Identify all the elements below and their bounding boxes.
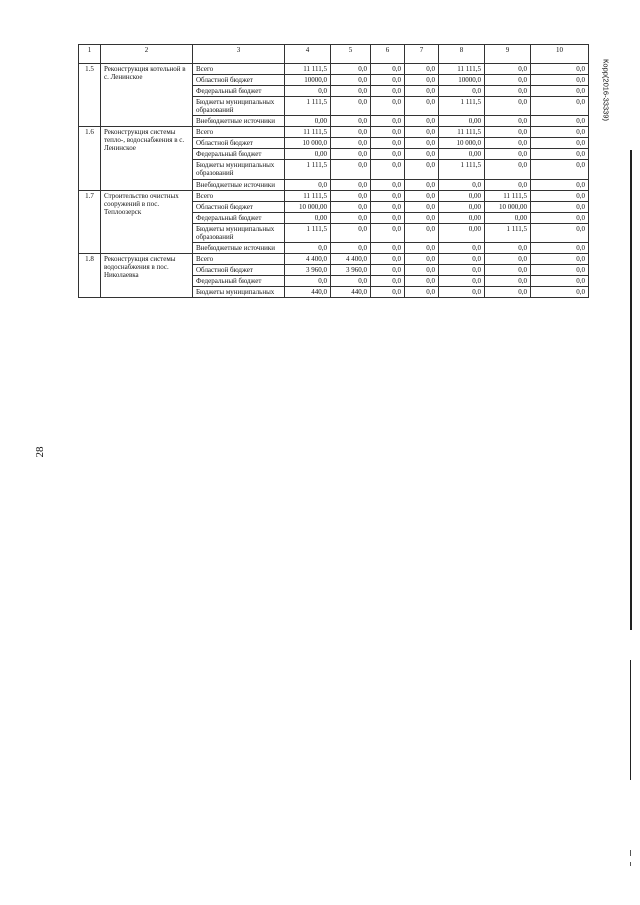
value-cell: 1 111,5: [485, 223, 531, 242]
value-cell: 0,0: [531, 286, 589, 297]
value-cell: 0,0: [405, 242, 439, 253]
value-cell: 0,0: [405, 86, 439, 97]
value-cell: 0,0: [485, 127, 531, 138]
value-cell: 0,0: [371, 275, 405, 286]
value-cell: 0,0: [485, 75, 531, 86]
value-cell: 0,0: [531, 116, 589, 127]
column-header: 5: [331, 45, 371, 64]
value-cell: 10 000,0: [439, 138, 485, 149]
column-header: 1: [79, 45, 101, 64]
funding-source: Областной бюджет: [193, 75, 285, 86]
value-cell: 0,0: [331, 242, 371, 253]
funding-source: Федеральный бюджет: [193, 212, 285, 223]
value-cell: 0,0: [531, 179, 589, 190]
value-cell: 0,0: [485, 275, 531, 286]
value-cell: 0,0: [531, 190, 589, 201]
value-cell: 0,0: [485, 253, 531, 264]
value-cell: 0,0: [439, 286, 485, 297]
value-cell: 1 111,5: [439, 97, 485, 116]
value-cell: 0,0: [439, 86, 485, 97]
value-cell: 0,0: [331, 212, 371, 223]
value-cell: 0,0: [405, 275, 439, 286]
value-cell: 0,00: [439, 223, 485, 242]
value-cell: 0,0: [405, 138, 439, 149]
value-cell: 0,0: [371, 264, 405, 275]
document-code: [592, 60, 620, 120]
value-cell: 1 111,5: [285, 160, 331, 179]
value-cell: 0,0: [405, 201, 439, 212]
value-cell: 0,0: [371, 149, 405, 160]
table-body: [79, 64, 589, 298]
column-header: 4: [285, 45, 331, 64]
document-code-text: Корр(2016-33339): [601, 59, 611, 121]
value-cell: 0,00: [439, 190, 485, 201]
value-cell: 0,0: [439, 264, 485, 275]
column-header: 10: [531, 45, 589, 64]
value-cell: 0,0: [485, 286, 531, 297]
value-cell: 0,0: [439, 253, 485, 264]
value-cell: 0,0: [405, 223, 439, 242]
value-cell: 3 960,0: [331, 264, 371, 275]
value-cell: 0,0: [331, 275, 371, 286]
value-cell: 0,0: [331, 64, 371, 75]
value-cell: 0,0: [531, 253, 589, 264]
value-cell: 0,0: [371, 138, 405, 149]
value-cell: 0,0: [405, 286, 439, 297]
value-cell: 0,0: [405, 160, 439, 179]
funding-source: Областной бюджет: [193, 201, 285, 212]
scan-edge-line: [630, 660, 631, 780]
funding-source: Внебюджетные источники: [193, 242, 285, 253]
value-cell: 0,0: [371, 86, 405, 97]
funding-source: Бюджеты муниципальных образований: [193, 97, 285, 116]
value-cell: 0,0: [405, 149, 439, 160]
value-cell: 0,00: [285, 212, 331, 223]
project-name: Реконструкция системы водоснабжения в пос. Николаевка: [101, 253, 193, 297]
funding-source: Бюджеты муниципальных образований: [193, 160, 285, 179]
value-cell: 0,0: [371, 223, 405, 242]
funding-source: Областной бюджет: [193, 138, 285, 149]
value-cell: 0,0: [531, 223, 589, 242]
value-cell: 0,0: [285, 242, 331, 253]
value-cell: 0,0: [405, 64, 439, 75]
value-cell: 0,0: [405, 179, 439, 190]
budget-table: [78, 44, 589, 298]
value-cell: 0,0: [331, 116, 371, 127]
value-cell: 0,0: [485, 97, 531, 116]
value-cell: 0,0: [331, 190, 371, 201]
column-header: 8: [439, 45, 485, 64]
value-cell: 0,0: [485, 179, 531, 190]
value-cell: 11 111,5: [485, 190, 531, 201]
value-cell: 3 960,0: [285, 264, 331, 275]
value-cell: 0,00: [439, 116, 485, 127]
funding-source: Областной бюджет: [193, 264, 285, 275]
value-cell: 0,0: [371, 201, 405, 212]
column-header: 7: [405, 45, 439, 64]
value-cell: 0,0: [405, 190, 439, 201]
value-cell: 0,0: [531, 201, 589, 212]
value-cell: 0,0: [531, 275, 589, 286]
funding-source: Бюджеты муниципальных образований: [193, 223, 285, 242]
scan-speck: [630, 862, 631, 866]
value-cell: 1 111,5: [285, 97, 331, 116]
value-cell: 0,0: [405, 75, 439, 86]
value-cell: 0,0: [331, 201, 371, 212]
value-cell: 0,0: [331, 127, 371, 138]
value-cell: 0,0: [331, 179, 371, 190]
value-cell: 0,0: [485, 149, 531, 160]
value-cell: 0,0: [485, 86, 531, 97]
value-cell: 0,00: [285, 116, 331, 127]
value-cell: 0,00: [439, 149, 485, 160]
value-cell: 0,0: [405, 127, 439, 138]
value-cell: 0,0: [331, 97, 371, 116]
scan-edge-line: [630, 150, 632, 630]
value-cell: 11 111,5: [285, 64, 331, 75]
value-cell: 0,0: [531, 75, 589, 86]
value-cell: 0,0: [331, 75, 371, 86]
value-cell: 0,0: [485, 160, 531, 179]
value-cell: 0,0: [531, 138, 589, 149]
value-cell: 4 400,0: [331, 253, 371, 264]
table-row: [79, 127, 589, 138]
value-cell: 0,0: [439, 179, 485, 190]
value-cell: 440,0: [331, 286, 371, 297]
value-cell: 440,0: [285, 286, 331, 297]
value-cell: 0,0: [285, 179, 331, 190]
value-cell: 0,00: [439, 201, 485, 212]
value-cell: 0,0: [331, 149, 371, 160]
value-cell: 0,0: [485, 116, 531, 127]
value-cell: 10 000,00: [285, 201, 331, 212]
funding-source: Всего: [193, 64, 285, 75]
funding-source: Всего: [193, 127, 285, 138]
value-cell: 0,0: [531, 86, 589, 97]
value-cell: 0,0: [371, 242, 405, 253]
value-cell: 0,0: [531, 160, 589, 179]
value-cell: 0,0: [371, 212, 405, 223]
funding-source: Внебюджетные источники: [193, 179, 285, 190]
project-name: Реконструкция системы тепло-, водоснабжения в с. Ленинское: [101, 127, 193, 190]
value-cell: 0,0: [371, 127, 405, 138]
value-cell: 0,0: [439, 242, 485, 253]
row-index: 1.5: [79, 64, 101, 127]
value-cell: 0,0: [331, 160, 371, 179]
value-cell: 11 111,5: [285, 190, 331, 201]
header-row: [79, 45, 589, 64]
project-name: Строительство очистных сооружений в пос. Теплоозерск: [101, 190, 193, 253]
value-cell: 0,0: [331, 223, 371, 242]
value-cell: 1 111,5: [439, 160, 485, 179]
value-cell: 10 000,00: [485, 201, 531, 212]
row-index: 1.8: [79, 253, 101, 297]
value-cell: 11 111,5: [439, 127, 485, 138]
value-cell: 0,0: [405, 116, 439, 127]
table-row: [79, 64, 589, 75]
value-cell: 0,0: [531, 127, 589, 138]
value-cell: 0,0: [331, 138, 371, 149]
value-cell: 0,00: [485, 212, 531, 223]
value-cell: 0,0: [371, 97, 405, 116]
value-cell: 0,0: [531, 212, 589, 223]
funding-source: Внебюджетные источники: [193, 116, 285, 127]
funding-source: Бюджеты муниципальных: [193, 286, 285, 297]
funding-source: Всего: [193, 190, 285, 201]
project-name: Реконструкция котельной в с. Ленинское: [101, 64, 193, 127]
value-cell: 10000,0: [439, 75, 485, 86]
row-index: 1.7: [79, 190, 101, 253]
scan-speck: [630, 850, 631, 856]
value-cell: 11 111,5: [439, 64, 485, 75]
value-cell: 0,0: [371, 64, 405, 75]
value-cell: 0,0: [485, 264, 531, 275]
value-cell: 0,0: [371, 75, 405, 86]
table-row: [79, 190, 589, 201]
value-cell: 1 111,5: [285, 223, 331, 242]
value-cell: 0,0: [531, 242, 589, 253]
row-index: 1.6: [79, 127, 101, 190]
value-cell: 10000,0: [285, 75, 331, 86]
column-header: 6: [371, 45, 405, 64]
value-cell: 0,0: [531, 97, 589, 116]
value-cell: 0,0: [371, 160, 405, 179]
value-cell: 0,0: [405, 212, 439, 223]
value-cell: 0,0: [405, 253, 439, 264]
value-cell: 0,0: [285, 275, 331, 286]
value-cell: 4 400,0: [285, 253, 331, 264]
value-cell: 0,0: [371, 253, 405, 264]
value-cell: 0,0: [285, 86, 331, 97]
value-cell: 0,0: [439, 275, 485, 286]
funding-source: Всего: [193, 253, 285, 264]
value-cell: 10 000,0: [285, 138, 331, 149]
column-header: 9: [485, 45, 531, 64]
value-cell: 0,0: [405, 97, 439, 116]
funding-source: Федеральный бюджет: [193, 86, 285, 97]
funding-source: Федеральный бюджет: [193, 275, 285, 286]
table-row: [79, 253, 589, 264]
value-cell: 0,0: [485, 242, 531, 253]
value-cell: 0,0: [371, 179, 405, 190]
column-header: 3: [193, 45, 285, 64]
value-cell: 0,00: [439, 212, 485, 223]
column-header: 2: [101, 45, 193, 64]
value-cell: 0,0: [371, 286, 405, 297]
value-cell: 0,0: [405, 264, 439, 275]
value-cell: 0,0: [531, 149, 589, 160]
page-number: 28: [34, 446, 46, 458]
value-cell: 0,0: [331, 86, 371, 97]
funding-source: Федеральный бюджет: [193, 149, 285, 160]
value-cell: 0,0: [371, 190, 405, 201]
value-cell: 0,00: [285, 149, 331, 160]
value-cell: 0,0: [531, 64, 589, 75]
value-cell: 0,0: [485, 64, 531, 75]
value-cell: 0,0: [531, 264, 589, 275]
value-cell: 0,0: [485, 138, 531, 149]
value-cell: 0,0: [371, 116, 405, 127]
value-cell: 11 111,5: [285, 127, 331, 138]
